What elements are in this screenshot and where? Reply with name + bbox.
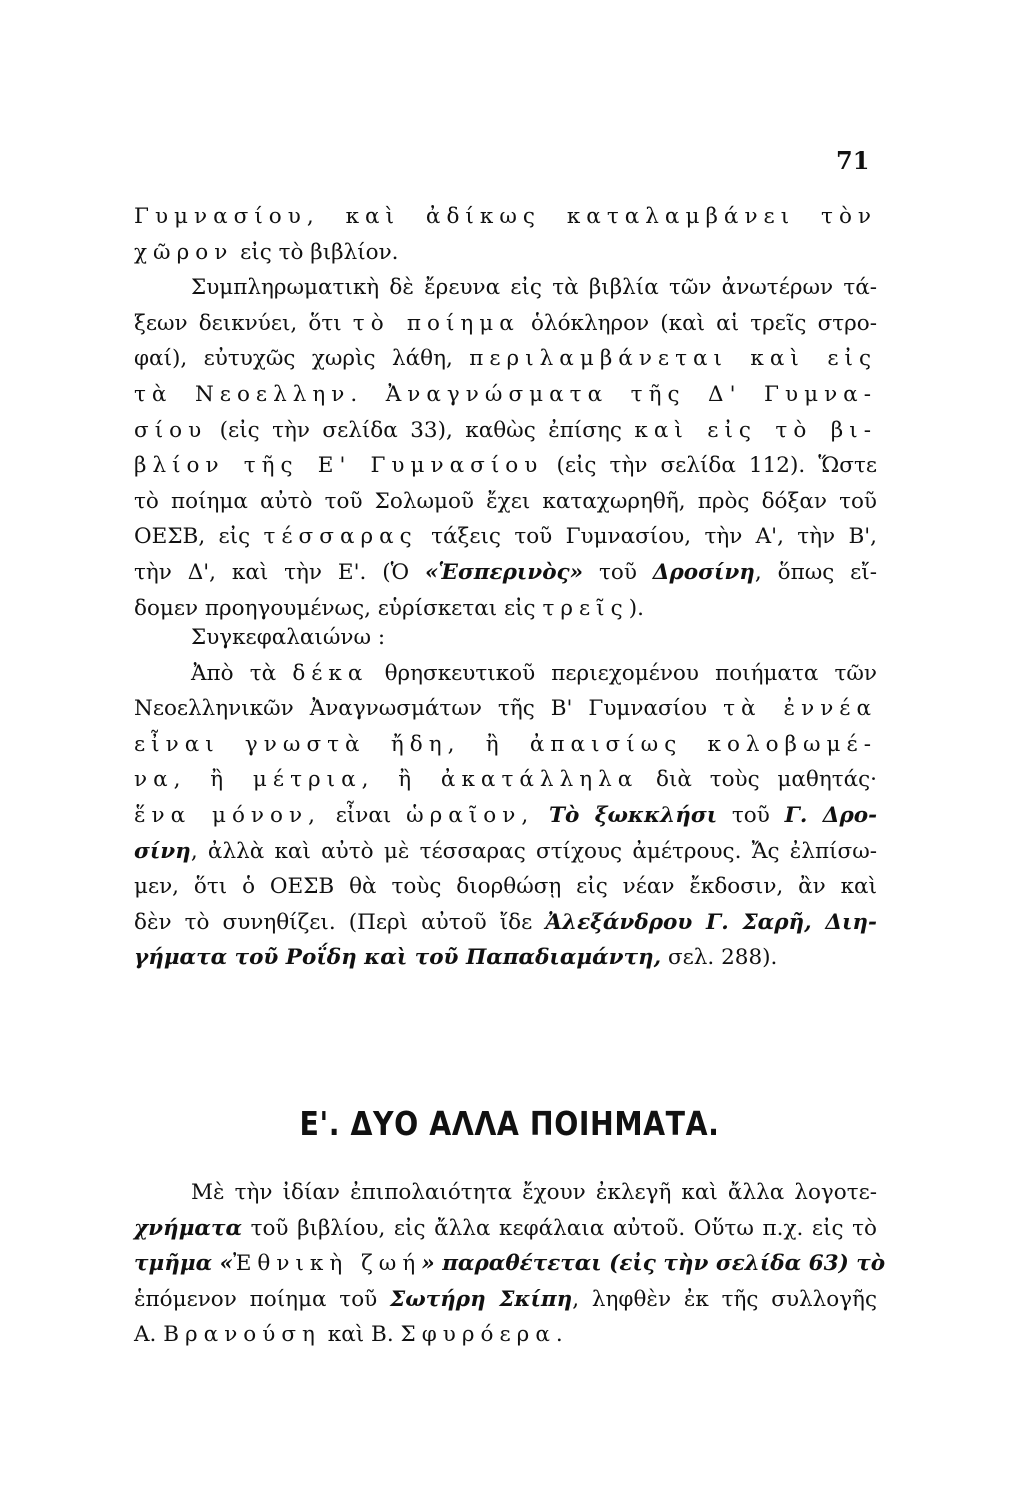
text-line [134,1211,877,1247]
spaced-text: Ἐθνικὴ ζωή [233,1251,422,1277]
spaced-text: τὰ Νεοελλην. Ἀναγνώσματα τῆς Δ' Γυμνα- [134,381,877,407]
text-line [134,1282,877,1318]
spaced-text: καὶ εἰς τὸ βι- [634,417,877,443]
book-reference: γήματα τοῦ Ροΐδη καὶ τοῦ Παπαδιαμάντη, [134,945,662,971]
spaced-text: σίου [134,417,208,443]
text-span: Νεοελληνικῶν Ἀναγνωσμάτων τῆς Β' Γυμνασίου [134,696,724,722]
text-span: ). [628,595,644,621]
text-line [134,519,877,555]
text-span: τοῦ βιβλίου, εἰς ἄλλα κεφάλαια αὐτοῦ. Οὕτω π.χ. εἰς τὸ [241,1215,877,1241]
spaced-text: περιλαμβάνεται καὶ εἰς [469,346,878,372]
body-text-upper [134,199,877,626]
emphasis-text: « [212,1251,234,1277]
text-line [134,1317,877,1353]
text-span: Ἀπὸ τὰ [191,660,293,686]
spaced-text: τρεῖς [542,595,629,621]
text-span: εἶναι [320,802,407,828]
text-span: . [555,1322,563,1348]
text-span: τὴν Δ', καὶ τὴν Ε'. (Ὁ [134,559,425,585]
text-line [134,905,877,941]
text-span: Συμπληρωματικὴ δὲ ἔρευνα εἰς τὰ βιβλία τῶν ἀνωτέρων τά- [191,275,877,301]
text-span: τάξεις τοῦ Γυμνασίου, τὴν Α', τὴν Β', [417,524,878,550]
text-span: Συγκεφαλαιώνω : [191,625,386,650]
text-line [134,306,877,342]
body-text-lower [134,1175,886,1353]
text-line [134,199,877,235]
text-span: θρησκευτικοῦ περιεχομένου ποιήματα τῶν [368,660,877,686]
text-span: (εἰς τὴν σελίδα 112). Ὥστε [543,453,877,479]
author-name: Σωτήρη Σκίπη [390,1286,573,1312]
text-line [134,656,877,692]
spaced-text: Σφυρόερα [400,1322,556,1348]
book-reference: Ἀλεξάνδρου Γ. Σαρῆ, Διη- [545,909,877,935]
text-line [134,555,877,591]
emphasis-text: τμῆμα [134,1251,213,1277]
text-line [134,448,877,484]
spaced-text: τὰ ἐννέα [723,696,877,722]
text-line [134,869,877,905]
spaced-text: Βρανούση [163,1322,321,1348]
author-name: Γ. Δρο- [784,802,878,828]
page-number: 71 [836,146,870,175]
text-line [134,1175,877,1211]
text-span: φαί), εὐτυχῶς χωρὶς λάθη, [134,346,470,372]
text-line [134,341,877,377]
text-span: Α. [134,1322,164,1348]
text-line [134,762,877,798]
text-span: » παραθέτεται (εἰς τὴν σελίδα 63) τὸ [421,1251,886,1277]
text-line [134,834,877,870]
text-line [134,484,877,520]
text-span: τὸ ποίημα αὐτὸ τοῦ Σολωμοῦ ἔχει καταχωρηθῆ, πρὸς δόξαν τοῦ [134,488,877,514]
text-span: (εἰς τὴν σελίδα 33), καθὼς ἐπίσης [207,417,635,443]
text-span: καὶ Β. [320,1322,401,1348]
text-span: ὁλόκληρον (καὶ αἱ τρεῖς στρο- [519,310,877,336]
text-span: δομεν προηγουμένως, εὑρίσκεται εἰς [134,595,543,621]
emphasis-text: χνήματα [134,1215,242,1241]
text-span: Μὲ τὴν ἰδίαν ἐπιπολαιότητα ἔχουν ἐκλεγῆ καὶ ἄλλα λογοτε- [191,1180,877,1205]
text-span [534,803,549,828]
text-line [134,691,877,727]
text-line [134,727,877,763]
author-name: Δροσίνη [652,559,755,585]
text-span: , ληφθὲν ἐκ τῆς συλλογῆς [572,1286,877,1312]
spaced-text: ὡραῖον, [406,802,535,828]
poem-title: «Ἑσπερινὸς» [424,559,584,585]
text-line [134,940,877,976]
text-span: ΟΕΣΒ, εἰς [134,524,264,550]
text-span: διὰ τοὺς μαθητάς· [638,767,878,793]
text-line [134,413,877,449]
text-line [134,1246,886,1282]
text-span: μεν, ὅτι ὁ ΟΕΣΒ θὰ τοὺς διορθώσῃ εἰς νέαν ἔκδοσιν, ἂν καὶ [134,874,877,900]
text-span: τοῦ [717,802,785,828]
text-line [134,798,877,834]
body-text-middle [134,620,877,976]
author-name: σίνη [134,838,191,864]
poem-title: Τὸ ξωκκλήσι [548,802,718,828]
text-span: εἰς τὸ βιβλίον. [233,239,399,265]
text-line [134,270,877,306]
spaced-text: τὸ ποίημα [352,310,520,336]
spaced-text: βλίον τῆς Ε' Γυμνασίου [134,453,544,479]
text-line [134,235,877,271]
text-span: , ὅπως εἴ- [754,559,877,585]
spaced-text: να, ἢ μέτρια, ἢ ἀκατάλληλα [134,767,639,793]
text-span: σελ. 288). [661,945,778,971]
text-span: , ἀλλὰ καὶ αὐτὸ μὲ τέσσαρας στίχους ἀμέτρους. Ἄς ἐλπίσω- [190,838,877,864]
spaced-text: εἶναι γνωστὰ ἤδη, ἢ ἀπαισίως κολοβωμέ- [134,731,877,757]
section-heading: Ε'. ΔΥΟ ΑΛΛΑ ΠΟΙΗΜΑΤΑ. [299,1104,720,1143]
spaced-text: τέσσαρας [263,524,418,550]
spaced-text: ἕνα μόνον, [134,802,321,828]
text-span: ἑπόμενον ποίημα τοῦ [134,1286,391,1312]
text-line [134,377,877,413]
text-span: Γυμνασίου, καὶ ἀδίκως καταλαμβάνει τὸν [134,204,877,229]
text-span: δὲν τὸ συνηθίζει. (Περὶ αὐτοῦ ἴδε [134,909,546,935]
spaced-text: δέκα [292,660,369,686]
text-span: τοῦ [583,559,653,585]
spaced-text: χῶρον [134,239,234,265]
text-span: ξεων δεικνύει, ὅτι [134,310,353,336]
text-line [134,620,877,656]
